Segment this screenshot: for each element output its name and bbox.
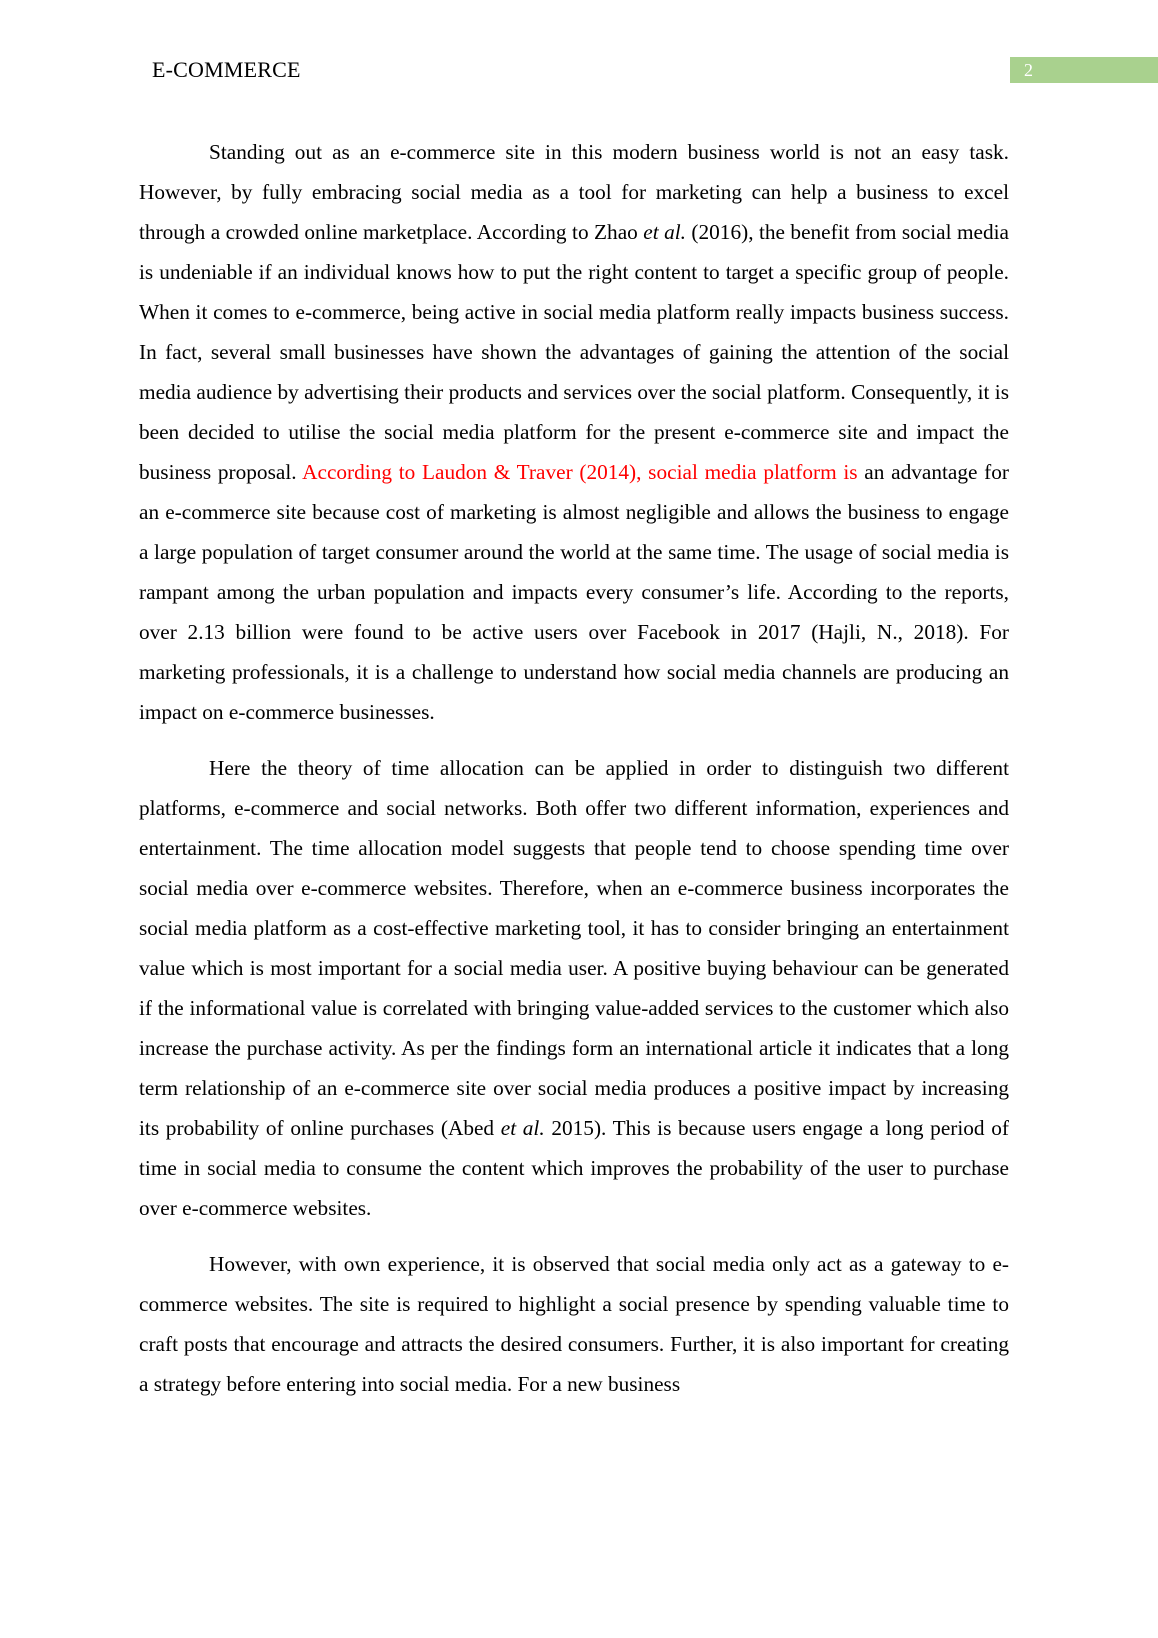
paragraph-1-red-highlight: According to Laudon & Traver (2014), social media platform is xyxy=(302,460,858,484)
paragraph-2-text-a: Here the theory of time allocation can be applied in order to distinguish two different platforms, e-commerce and social networks. Both offer two different information, experiences and entertainment. The time allocation model suggests that people tend to choose spending time over social media over e-commerce websites. Therefore, when an e-commerce business incorporates the social media platform as a cost-effective marketing tool, it has to consider bringing an entertainment value which is most important for a social media user. A positive buying behaviour can be generated if the informational value is correlated with bringing value-added services to the customer which also increase the purchase activity. As per the findings form an international article it indicates that a long term relationship of an e-commerce site over social media produces a positive impact by increasing its probability of online purchases (Abed xyxy=(139,756,1009,1140)
page-number: 2 xyxy=(1010,57,1158,83)
paragraph-3-text-a: However, with own experience, it is observed that social media only act as a gateway to e-commerce websites. The site is required to highlight a social presence by spending valuable time to craft posts that encourage and attracts the desired consumers. Further, it is also important for creating a strategy before entering into social media. For a new business xyxy=(139,1252,1009,1396)
paragraph-2-text-b: 2015). This is because users engage a long period of time in social media to consume the content which improves the probability of the user to purchase over e-commerce websites. xyxy=(139,1116,1009,1220)
paragraph-1-italic-et-al: et al. xyxy=(643,220,686,244)
document-body xyxy=(139,132,1009,1404)
paragraph-3 xyxy=(139,1244,1009,1404)
paragraph-1-text-b: (2016), the benefit from social media is undeniable if an individual knows how to put the right content to target a specific group of people. When it comes to e-commerce, being active in social media platform really impacts business success. In fact, several small businesses have shown the advantages of gaining the attention of the social media audience by advertising their products and services over the social platform. Consequently, it is been decided to utilise the social media platform for the present e-commerce site and impact the business proposal. xyxy=(139,220,1010,484)
paragraph-1-text-c: an advantage for an e-commerce site because cost of marketing is almost negligible and allows the business to engage a large population of target consumer around the world at the same time. The usage of social media is rampant among the urban population and impacts every consumer’s life. According to the reports, over 2.13 billion were found to be active users over Facebook in 2017 (Hajli, N., 2018). For marketing professionals, it is a challenge to understand how social media channels are producing an impact on e-commerce businesses. xyxy=(139,460,1009,724)
paragraph-2-italic-et-al: et al. xyxy=(500,1116,545,1140)
running-head: E-COMMERCE xyxy=(152,57,301,82)
paragraph-1 xyxy=(139,132,1009,732)
paragraph-2 xyxy=(139,748,1009,1228)
paragraph-1-text-a: Standing out as an e-commerce site in this modern business world is not an easy task. However, by fully embracing social media as a tool for marketing can help a business to excel through a crowded online marketplace. According to Zhao xyxy=(139,140,1009,244)
